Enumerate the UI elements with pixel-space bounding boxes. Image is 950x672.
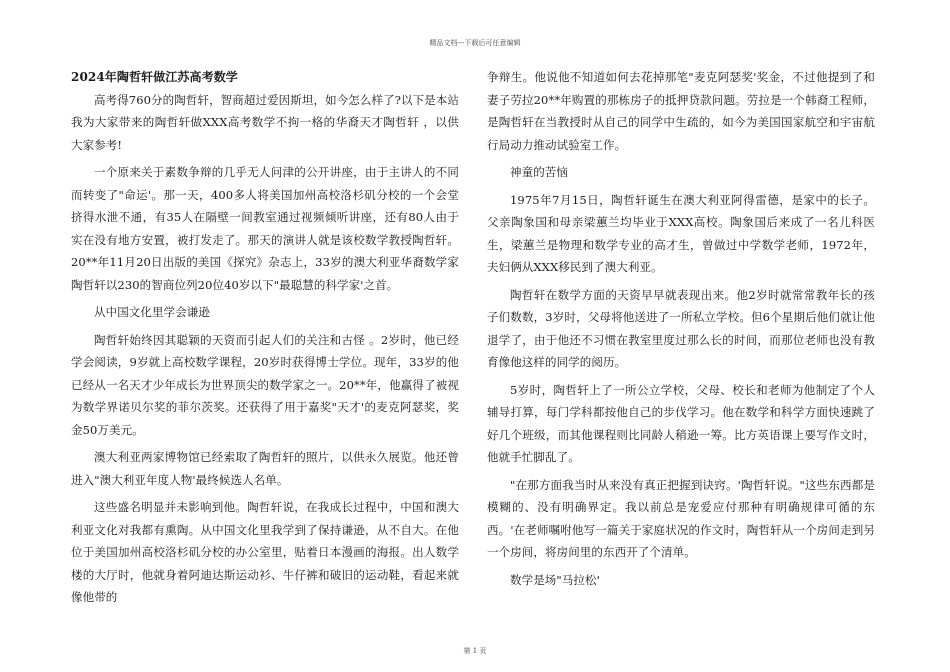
paragraph: 一个原来关于素数争辩的几乎无人问津的公开讲座，由于主讲人的不同而转变了"命运'。那一天，400多人将美国加州高校洛杉矶分校的一个会堂挤得水泄不通，有35人在隔壁一间教室通过视频倾听讲座，还有80人由于实在没有地方安置，被打发走了。那天的演讲人就是该校数学教授陶哲轩。20**年11月20日出版的美国《探究》杂志上，33岁的澳大利亚华裔数学家陶哲轩以230的智商位列20位40岁以下"最聪慧的科学家'之首。 (71, 165, 459, 292)
paragraph: 这些盛名明显并未影响到他。陶哲轩说，在我成长过程中，中国和澳大利亚文化对我都有熏陶。从中国文化里我学到了保持谦逊，从不自大。在他位于美国加州高校洛杉矶分校的办公室里，贴着日本漫画的海报。出人数学楼的大厅时，他就身着阿迪达斯运动衫、牛仔裤和破旧的运动鞋，看起来就像他带的 (71, 500, 459, 604)
document-title: 2024年陶哲轩做江苏高考数学 (71, 70, 238, 84)
section-heading: 神童的苦恼 (510, 165, 568, 179)
paragraph: 5岁时，陶哲轩上了一所公立学校，父母、校长和老师为他制定了个人辅导打算，每门学科都按他自己的步伐学习。他在数学和科学方面快速跳了好几个班级，而其他课程则比同龄人稍逊一筹。比方英语课上要写作文时，他就手忙脚乱了。 (487, 382, 875, 464)
section-heading: 从中国文化里学会谦逊 (94, 305, 210, 319)
right-column (487, 66, 875, 596)
page-footer: 第 1 页 (463, 647, 487, 655)
paragraph: 陶哲轩在数学方面的天资早早就表现出来。他2岁时就常常教年长的孩子们数数，3岁时，父母将他送进了一所私立学校。但6个星期后他们就让他退学了，由于他还不习惯在教室里度过那么长的时间，而那位老师也没有教育像他这样的同学的阅历。 (487, 287, 875, 369)
paragraph: 高考得760分的陶哲轩，智商超过爱因斯坦，如今怎么样了?以下是本站我为大家带来的陶哲轩做XXX高考数学不拘一格的华裔天才陶哲轩 ，以供大家参考! (71, 92, 459, 152)
paragraph: 争辩生。他说他不知道如何去花掉那笔"麦克阿瑟奖'奖金，不过他提到了和妻子劳拉20**年购置的那栋房子的抵押贷款问题。劳拉是一个韩裔工程师，是陶哲轩在当教授时从自己的同学中生疏的，如今为美国国家航空和宇宙航行局动力推动试验室工作。 (487, 70, 875, 152)
section-heading: 数学是场"马拉松' (510, 572, 600, 587)
page-header: 精品文档---下载后可任意编辑 (429, 39, 521, 47)
paragraph: 澳大利亚两家博物馆已经索取了陶哲轩的照片，以供永久展览。他还曾进入"澳大利亚年度人物'最终候选人名单。 (71, 450, 459, 487)
paragraph: 1975年7月15日，陶哲轩诞生在澳大利亚阿得雷德，是家中的长子。父亲陶象国和母亲梁蕙兰均毕业于XXX高校。陶象国后来成了一名儿科医生，梁蕙兰是物理和数学专业的高才生，曾做过中学数学老师，1972年，夫妇俩从XXX移民到了澳大利亚。 (487, 192, 875, 274)
left-column (71, 66, 459, 614)
paragraph: "在那方面我当时从来没有真正把握到诀窍。'陶哲轩说。"这些东西都是模糊的、没有明确界定。我以前总是宠爱应付那种有明确规律可循的东西。'在老师嘱咐他写一篇关于家庭状况的作文时，陶哲轩从一个房间走到另一个房间，将房间里的东西开了个清单。 (487, 477, 875, 559)
paragraph: 陶哲轩始终因其聪颖的天资而引起人们的关注和古怪 。2岁时，他已经学会阅读，9岁就上高校数学课程，20岁时获得博士学位。现年，33岁的他已经从一名天才少年成长为世界顶尖的数学家之一。20**年，他赢得了被视为数学界诺贝尔奖的菲尔茨奖。还获得了用于嘉奖"天才'的麦克阿瑟奖，奖金50万美元。 (71, 332, 459, 437)
